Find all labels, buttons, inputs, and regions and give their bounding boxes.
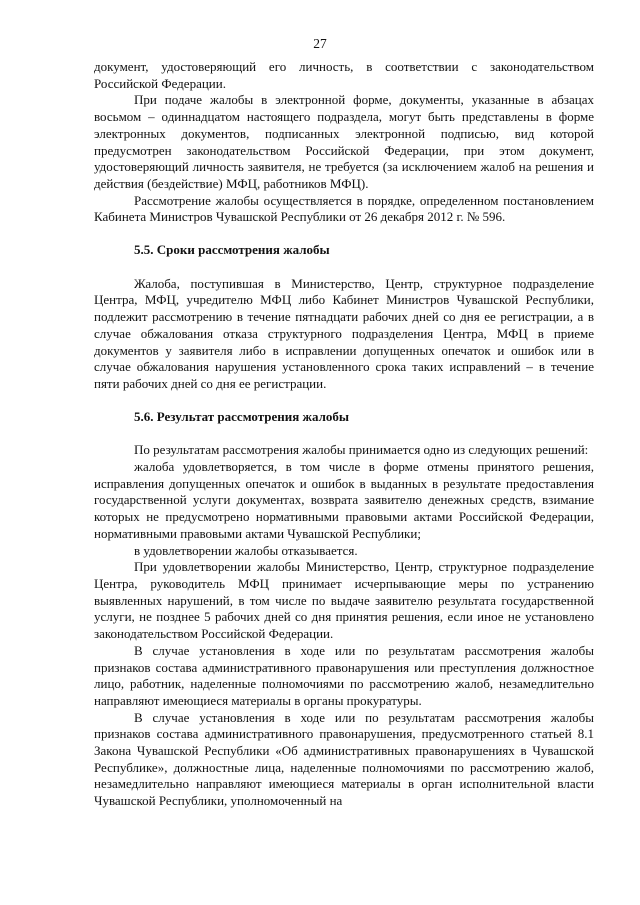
paragraph: Рассмотрение жалобы осуществляется в порядке, определенном постановлением Кабинета Министров Чувашской Республики от 26 декабря 2012 г. № 596. xyxy=(94,192,594,225)
paragraph: При подаче жалобы в электронной форме, документы, указанные в абзацах восьмом – одиннадцатом настоящего подраздела, могут быть представлены в форме электронных документов, подписанных электронной подписью, вид которой предусмотрен законодательством Российской Федерации, при этом документ, удостоверяющий личность заявителя, не требуется (за исключением жалоб на решения и действия (бездействие) МФЦ, работников МФЦ). xyxy=(94,92,594,191)
paragraph: жалоба удовлетворяется, в том числе в форме отмены принятого решения, исправления допущенных опечаток и ошибок в выданных в результате предоставления государственной услуги документах, возврата заявителю денежных средств, взимание которых не предусмотрено нормативными правовыми актами Российской Федерации, нормативными правовыми актами Чувашской Республики; xyxy=(94,459,594,541)
paragraph: Жалоба, поступившая в Министерство, Центр, структурное подразделение Центра, МФЦ, учредителю МФЦ либо Кабинет Министров Чувашской Республики, подлежит рассмотрению в течение пятнадцати рабочих дней со дня ее регистрации, а в случае обжалования отказа структурного подразделения Центра, МФЦ в приеме документов у заявителя либо в исправлении допущенных опечаток и ошибок или в случае обжалования нарушения установленного срока таких исправлений – в течение пяти рабочих дней со дня ее регистрации. xyxy=(94,275,594,391)
paragraph: В случае установления в ходе или по результатам рассмотрения жалобы признаков состава административного правонарушения, предусмотренного статьей 8.1 Закона Чувашской Республики «Об административных правонарушениях в Чувашской Республике», должностные лица, наделенные полномочиями по рассмотрению жалоб, незамедлительно направляют имеющиеся материалы в орган исполнительной власти Чувашской Республики, уполномоченный на xyxy=(94,709,594,809)
paragraph: В случае установления в ходе или по результатам рассмотрения жалобы признаков состава административного правонарушения или преступления должностное лицо, работник, наделенные полномочиями по рассмотрению жалоб, незамедлительно направляют имеющиеся материалы в органы прокуратуры. xyxy=(94,642,594,708)
paragraph: в удовлетворении жалобы отказывается. xyxy=(134,542,358,558)
section-heading-5-5: 5.5. Сроки рассмотрения жалобы xyxy=(134,242,330,258)
page-number: 27 xyxy=(313,36,327,51)
section-heading-5-6: 5.6. Результат рассмотрения жалобы xyxy=(134,408,350,424)
paragraph: По результатам рассмотрения жалобы принимается одно из следующих решений: xyxy=(134,442,589,458)
paragraph: При удовлетворении жалобы Министерство, Центр, структурное подразделение Центра, руководитель МФЦ принимает исчерпывающие меры по устранению выявленных нарушений, в том числе по выдаче заявителю результата государственной услуги, не позднее 5 рабочих дней со дня принятия решения, если иное не установлено законодательством Российской Федерации. xyxy=(94,559,594,642)
paragraph: документ, удостоверяющий его личность, в соответствии с законодательством Российской Федерации. xyxy=(94,59,594,91)
document-body xyxy=(94,59,594,810)
